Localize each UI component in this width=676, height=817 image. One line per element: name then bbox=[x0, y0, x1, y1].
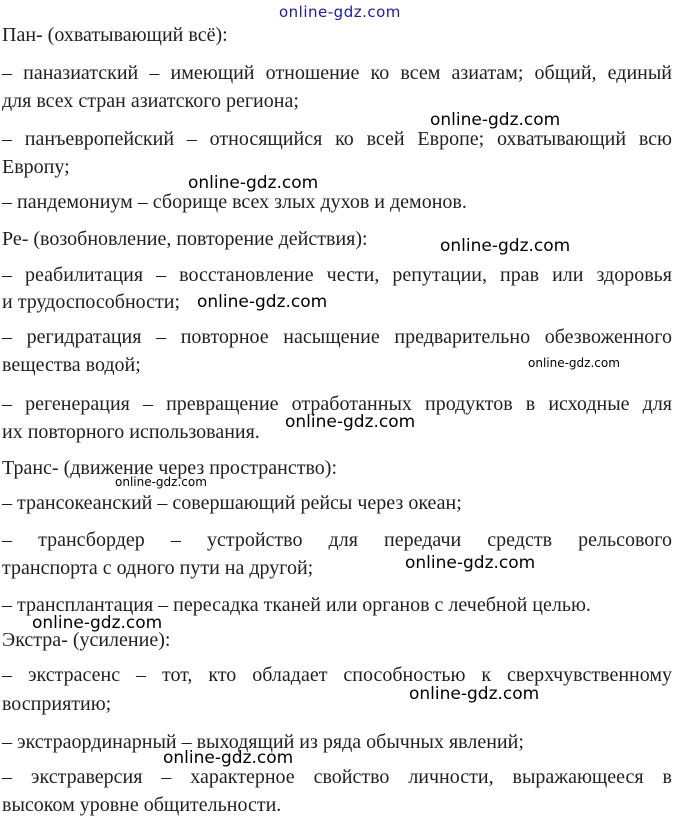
entry-panevropeisky-line-1: – панъевропейский – относящийся ко всей Европе; охватывающий всю bbox=[2, 128, 672, 150]
watermark: online-gdz.com bbox=[409, 684, 540, 704]
watermark: online-gdz.com bbox=[115, 475, 207, 489]
entry-regidratatsiya-line-2: вещества водой; bbox=[2, 354, 141, 376]
watermark: online-gdz.com bbox=[285, 412, 416, 432]
watermark: online-gdz.com bbox=[163, 748, 294, 768]
entry-reabilitatsiya-line-2: и трудоспособности; bbox=[2, 291, 181, 313]
watermark: online-gdz.com bbox=[528, 356, 620, 370]
section-heading-trans: Транс- (движение через пространство): bbox=[2, 457, 338, 479]
watermark: online-gdz.com bbox=[440, 236, 571, 256]
entry-transborder-line-2: транспорта с одного пути на другой; bbox=[2, 557, 314, 579]
entry-reabilitatsiya-line-1: – реабилитация – восстановление чести, репутации, прав или здоровья bbox=[2, 264, 672, 286]
watermark: online-gdz.com bbox=[405, 553, 536, 573]
entry-ekstraversiya-line-1: – экстраверсия – характерное свойство личности, выражающееся в bbox=[2, 766, 672, 788]
entry-ekstrasens-line-2: восприятию; bbox=[2, 693, 112, 715]
entry-panaziatsky-line-2: для всех стран азиатского региона; bbox=[2, 90, 299, 112]
watermark: online-gdz.com bbox=[32, 613, 163, 633]
watermark: online-gdz.com bbox=[197, 292, 328, 312]
section-heading-pan: Пан- (охватывающий всё): bbox=[2, 24, 228, 46]
entry-panaziatsky-line-1: – паназиатский – имеющий отношение ко всем азиатам; общий, единый bbox=[2, 62, 672, 84]
entry-regeneratsiya-line-2: их повторного использования. bbox=[2, 421, 260, 443]
entry-regidratatsiya-line-1: – регидратация – повторное насыщение предварительно обезвоженного bbox=[2, 326, 672, 348]
section-heading-ekstra: Экстра- (усиление): bbox=[2, 629, 171, 651]
entry-transokeansky: – трансокеанский – совершающий рейсы через океан; bbox=[2, 492, 462, 514]
watermark: online-gdz.com bbox=[188, 173, 319, 193]
entry-ekstraversiya-line-2: высоком уровне общительности. bbox=[2, 794, 282, 816]
section-heading-re: Ре- (возобновление, повторение действия): bbox=[2, 228, 368, 250]
entry-ekstraordinarny: – экстраординарный – выходящий из ряда обычных явлений; bbox=[2, 731, 524, 753]
entry-regeneratsiya-line-1: – регенерация – превращение отработанных продуктов в исходные для bbox=[2, 393, 672, 415]
entry-ekstrasens-line-1: – экстрасенс – тот, кто обладает способностью к сверхчувственному bbox=[2, 664, 672, 686]
watermark-top: online-gdz.com bbox=[279, 3, 401, 21]
entry-transplantatsiya: – трансплантация – пересадка тканей или органов с лечебной целью. bbox=[2, 594, 591, 616]
entry-panevropeisky-line-2: Европу; bbox=[2, 156, 70, 178]
watermark: online-gdz.com bbox=[430, 110, 561, 130]
entry-pandemonium: – пандемониум – сборище всех злых духов и демонов. bbox=[2, 191, 467, 213]
entry-transborder-line-1: – трансбордер – устройство для передачи средств рельсового bbox=[2, 529, 672, 551]
